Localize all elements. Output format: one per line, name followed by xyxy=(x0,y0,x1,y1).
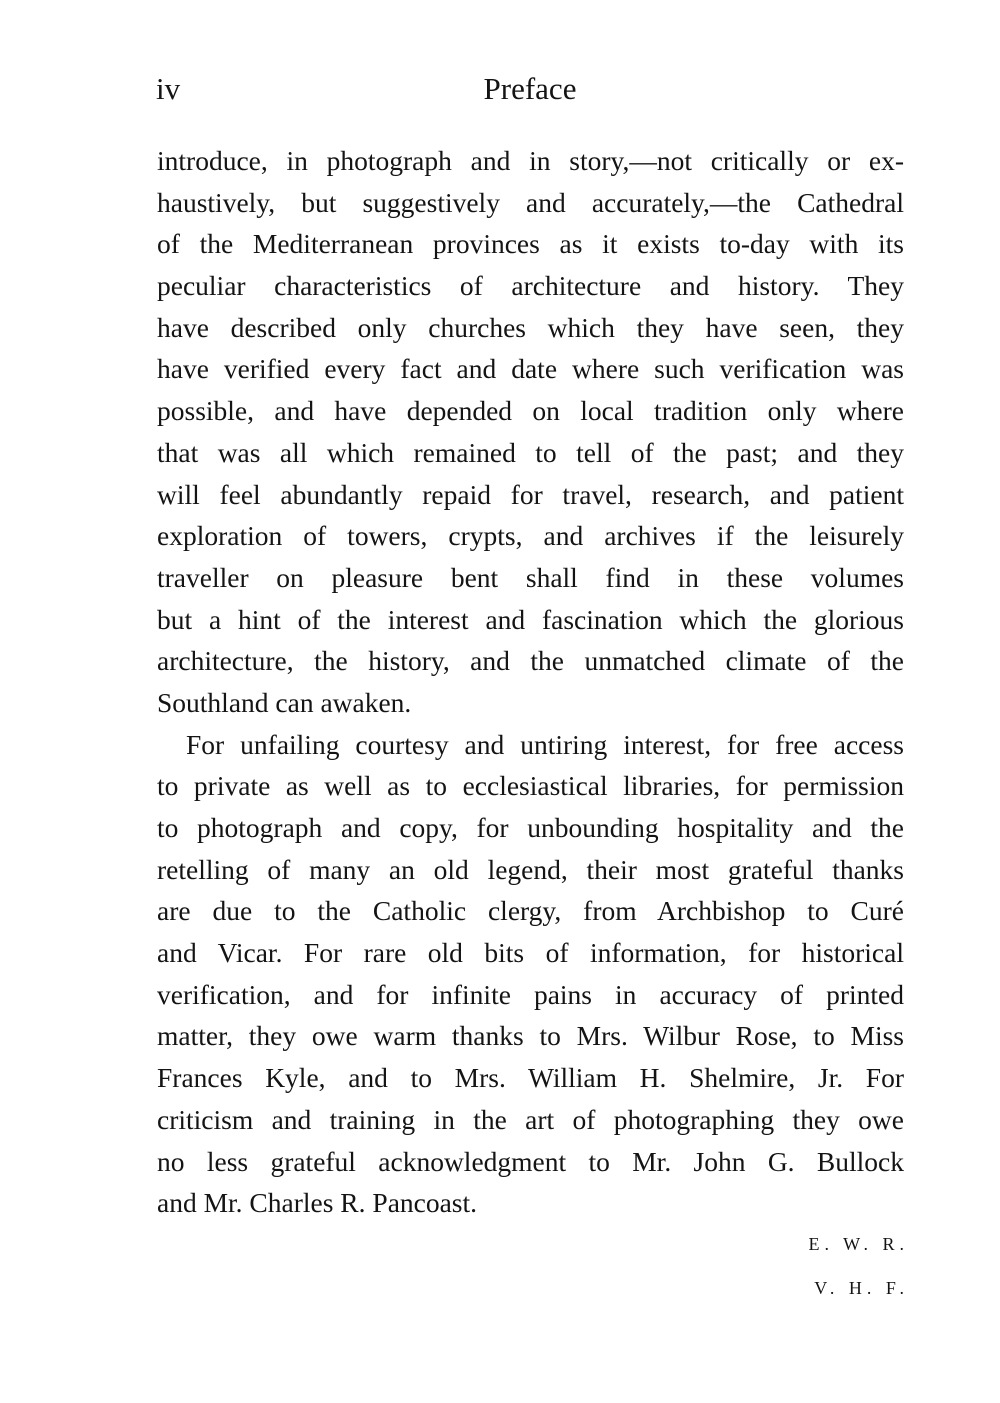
preface-body xyxy=(157,140,904,1224)
text-line: possible, and have depended on local tradition only where xyxy=(157,395,904,427)
text-line: have verified every fact and date where such verification was xyxy=(157,353,904,385)
text-line: For unfailing courtesy and untiring interest, for free access xyxy=(186,728,904,760)
text-line: Frances Kyle, and to Mrs. William H. Shelmire, Jr. For xyxy=(157,1062,904,1094)
text-line: to private as well as to ecclesiastical libraries, for permission xyxy=(157,770,904,802)
text-line: and Mr. Charles R. Pancoast. xyxy=(157,1187,478,1219)
text-line: introduce, in photograph and in story,—not critically or ex- xyxy=(157,145,904,176)
page-title: Preface xyxy=(483,71,577,106)
author-initials xyxy=(808,1222,909,1310)
text-line: of the Mediterranean provinces as it exists to-day with its xyxy=(157,228,904,260)
paragraph-1 xyxy=(157,140,904,724)
text-line: traveller on pleasure bent shall find in these volumes xyxy=(157,561,904,593)
text-line: exploration of towers, crypts, and archives if the leisurely xyxy=(157,520,904,552)
text-line: verification, and for infinite pains in accuracy of printed xyxy=(157,978,904,1010)
text-line: will feel abundantly repaid for travel, research, and patient xyxy=(157,478,904,510)
text-line: and Vicar. For rare old bits of information, for historical xyxy=(157,937,904,969)
text-line: retelling of many an old legend, their most grateful thanks xyxy=(157,853,904,885)
paragraph-2 xyxy=(157,724,904,1224)
text-line: that was all which remained to tell of the past; and they xyxy=(157,436,904,468)
text-line: Southland can awaken. xyxy=(157,686,412,718)
text-line: no less grateful acknowledgment to Mr. John G. Bullock xyxy=(157,1145,904,1177)
text-line: matter, they owe warm thanks to Mrs. Wilbur Rose, to Miss xyxy=(157,1020,904,1052)
page-number: iv xyxy=(156,71,181,106)
text-line: haustively, but suggestively and accurately,—the Cathedral xyxy=(157,186,904,218)
text-line: have described only churches which they have seen, they xyxy=(157,311,904,343)
text-line: are due to the Catholic clergy, from Archbishop to Curé xyxy=(157,895,904,927)
text-line: criticism and training in the art of photographing they owe xyxy=(157,1103,904,1135)
text-line: to photograph and copy, for unbounding hospitality and the xyxy=(157,812,904,843)
author-initials-1: E. W. R. xyxy=(808,1234,909,1254)
text-line: architecture, the history, and the unmatched climate of the xyxy=(157,645,904,677)
text-line: but a hint of the interest and fascination which the glorious xyxy=(157,603,904,635)
author-initials-2: V. H. F. xyxy=(814,1278,909,1298)
running-head xyxy=(156,66,904,112)
text-line: peculiar characteristics of architecture and history. They xyxy=(157,270,904,302)
